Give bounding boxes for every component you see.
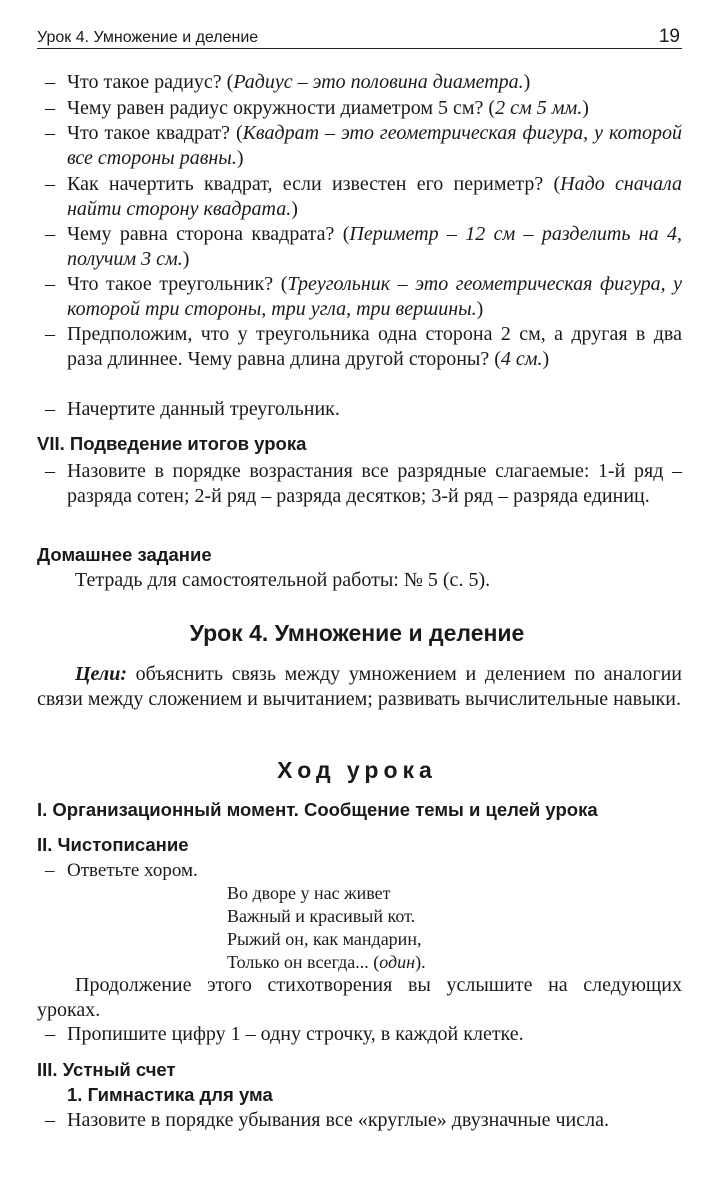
question-text: Чему равна сторона квадрата? ( [67,223,350,245]
summary-item [45,459,682,509]
question-text: Начертите данный треугольник. [67,398,340,420]
question-text: Что такое радиус? ( [67,71,234,93]
instruction-item [45,858,682,883]
poem-line: Только он всегда... (один). [227,952,426,972]
question-item [45,397,682,422]
question-text: Как начертить квадрат, если известен его периметр? ( [67,173,561,195]
task-item [45,1022,682,1047]
running-header-title: Урок 4. Умножение и деление [37,29,259,46]
dash: – [45,97,55,119]
answer-text: Надо сначала найти сторону квадрата. [67,173,682,220]
section-heading: I. Организационный момент. Сообщение темы и целей урока [37,799,598,820]
poem-line: Важный и красивый кот. [227,906,416,926]
question-item: – Что такое радиус? (Радиус – это половина диаметра.) [45,71,531,93]
goals-text: объяснить связь между умножением и делением по аналогии связи между сложением и вычитанием; развивать вычислительные навыки. [37,663,682,710]
answer-text: Треугольник – это геометрическая фигура, у которой три стороны, три угла, три вершины. [67,273,682,320]
exercise-text: Назовите в порядке убывания все «круглые» двузначные числа. [67,1109,609,1131]
dash: – [45,273,55,295]
homework-text: Тетрадь для самостоятельной работы: № 5 (с. 5). [75,569,491,591]
dash: – [45,323,55,345]
exercise-item [45,1108,682,1133]
answer-text: 4 см. [500,348,543,370]
dash: – [45,122,55,144]
task-text: Пропишите цифру 1 – одну строчку, в каждой клетке. [67,1023,524,1045]
poem-line: Рыжий он, как мандарин, [227,929,422,949]
section-heading: II. Чистописание [37,834,189,855]
question-text: Предположим, что у треугольника одна сторона 2 см, а другая в два раза длиннее. Чему равна длина другой стороны? ( [67,323,682,370]
dash: – [45,860,55,881]
answer-text: Квадрат – это геометрическая фигура, у которой все стороны равны. [67,122,682,169]
section-heading: VII. Подведение итогов урока [37,433,307,454]
summary-text: Назовите в порядке возрастания все разрядные слагаемые: 1-й ряд – разряда сотен; 2-й ряд – разряда десятков; 3-й ряд – разряда единиц. [67,460,682,507]
running-header [37,26,682,52]
header-rule [37,48,682,49]
question-item: – Что такое квадрат? (Квадрат – это геометрическая фигура, у которой все стороны равны.) [45,122,682,169]
question-item: – Как начертить квадрат, если известен его периметр? (Надо сначала найти сторону квадрата.) [45,173,682,220]
lesson-goals [37,662,682,712]
answer-text: 2 см 5 мм. [495,97,583,119]
course-heading: Ход урока [277,757,437,783]
answer-text: Периметр – 12 см – разделить на 4, получим 3 см. [67,223,683,270]
dash: – [45,223,55,245]
dash: – [45,460,55,482]
dash: – [45,173,55,195]
page-number: 19 [658,26,680,47]
section-heading: III. Устный счет [37,1059,176,1080]
poem [227,882,426,974]
dash: – [45,1023,55,1045]
question-item: – Предположим, что у треугольника одна сторона 2 см, а другая в два раза длиннее. Чему равна длина другой стороны? (4 см.) [45,323,682,370]
dash: – [45,1109,55,1131]
question-text: Что такое квадрат? ( [67,122,243,144]
homework-heading: Домашнее задание [37,544,212,565]
dash: – [45,71,55,93]
answer-text: Радиус – это половина диаметра. [233,71,524,93]
subsection-heading: 1. Гимнастика для ума [67,1084,273,1105]
question-text: Чему равен радиус окружности диаметром 5 см? ( [67,97,496,119]
question-item: – Чему равен радиус окружности диаметром 5 см? (2 см 5 мм.) [45,97,589,119]
poem-answer: один [379,952,416,972]
question-item: – Что такое треугольник? (Треугольник – это геометрическая фигура, у которой три стороны, три угла, три вершины.) [45,273,682,320]
dash: – [45,398,55,420]
question-item: – Чему равна сторона квадрата? (Периметр – 12 см – разделить на 4, получим 3 см.) [45,223,683,270]
continuation-text: Продолжение этого стихотворения вы услышите на следующих уроках. [37,974,682,1021]
question-text: Что такое треугольник? ( [67,273,288,295]
poem-line: Во дворе у нас живет [227,883,391,903]
instruction-text: Ответьте хором. [67,860,198,881]
lesson-title: Урок 4. Умножение и деление [189,620,525,646]
goals-label: Цели: [75,663,127,685]
